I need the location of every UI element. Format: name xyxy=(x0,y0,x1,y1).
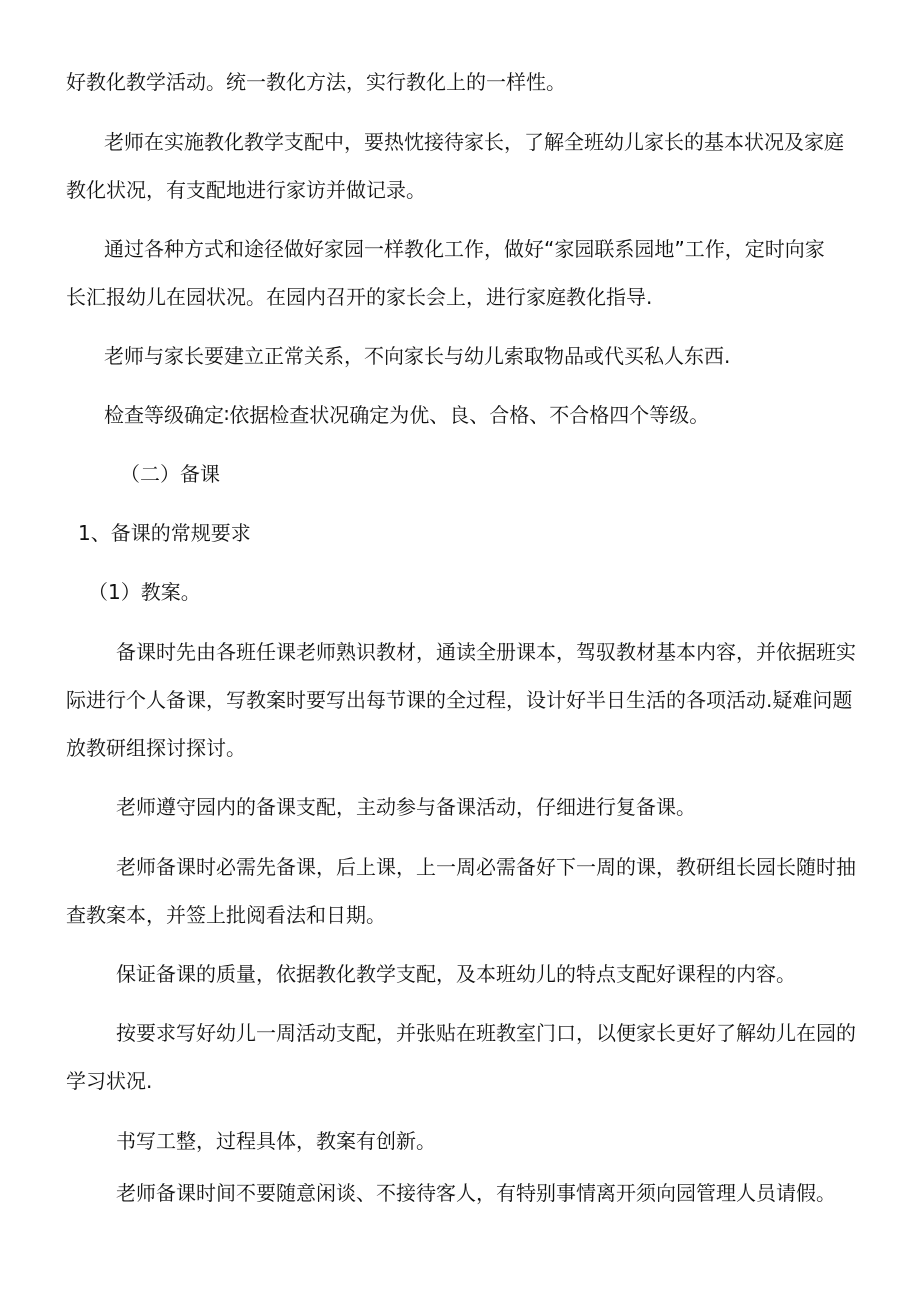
text-line: 保证备课的质量，依据教化教学支配，及本班幼儿的特点支配好课程的内容。 xyxy=(116,962,796,986)
text-line: 老师遵守园内的备课支配，主动参与备课活动，仔细进行复备课。 xyxy=(116,795,696,819)
text-line: 长汇报幼儿在园状况。在园内召开的家长会上，进行家庭教化指导. xyxy=(66,285,653,309)
text-line: 检查等级确定∶依据检查状况确定为优、良、合格、不合格四个等级。 xyxy=(104,403,710,427)
text-line: 老师备课时必需先备课，后上课，上一周必需备好下一周的课，教研组长园长随时抽 xyxy=(116,855,856,879)
text-line: 学习状况. xyxy=(66,1069,153,1093)
text-line: 教化状况，有支配地进行家访并做记录。 xyxy=(66,178,426,202)
text-line: 按要求写好幼儿一周活动支配，并张贴在班教室门口，以便家长更好了解幼儿在园的 xyxy=(116,1021,856,1045)
text-line: 老师与家长要建立正常关系，不向家长与幼儿索取物品或代买私人东西. xyxy=(104,344,731,368)
text-line: 通过各种方式和途径做好家园一样教化工作，做好“家园联系园地”工作，定时向家 xyxy=(104,237,825,261)
text-line: 好教化教学活动。统一教化方法，实行教化上的一样性。 xyxy=(66,70,566,94)
subsection-heading: 1、备课的常规要求 xyxy=(78,521,251,545)
text-line: 老师在实施教化教学支配中，要热忱接待家长，了解全班幼儿家长的基本状况及家庭 xyxy=(104,130,844,154)
item-heading: （1）教案。 xyxy=(88,580,201,604)
text-line: 备课时先由各班任课老师熟识教材，通读全册课本，驾驭教材基本内容，并依据班实 xyxy=(116,640,856,664)
text-line: 查教案本，并签上批阅看法和日期。 xyxy=(66,903,386,927)
section-heading: （二）备课 xyxy=(120,462,220,486)
text-line: 老师备课时间不要随意闲谈、不接待客人，有特别事情离开须向园管理人员请假。 xyxy=(116,1181,836,1205)
text-line: 书写工整，过程具体，教案有创新。 xyxy=(116,1129,436,1153)
text-line: 际进行个人备课，写教案时要写出每节课的全过程，设计好半日生活的各项活动.疑难问题 xyxy=(66,688,853,712)
text-line: 放教研组探讨探讨。 xyxy=(66,736,246,760)
